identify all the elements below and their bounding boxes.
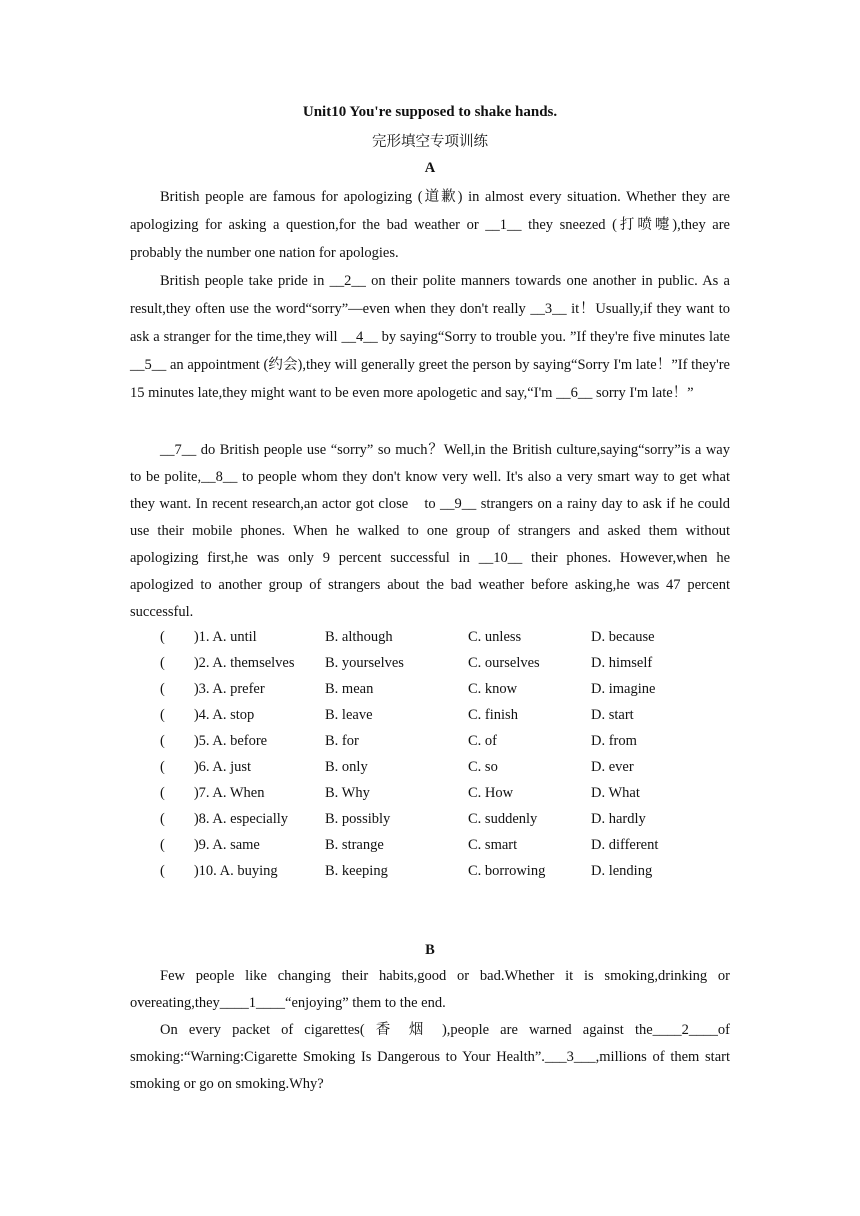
option-d: D. start [591,707,634,723]
question-stem: ( )6. A. just [160,759,252,775]
option-b: B. possibly [325,811,391,827]
question-row [160,780,720,806]
question-stem: ( )10. A. buying [160,863,278,879]
passage-b-paragraph-1: Few people like changing their habits,good or bad.Whether it is smoking,drinking or overeating,they____1____“enjoying” them to the end. [130,968,730,1011]
question-stem: ( )8. A. especially [160,811,289,827]
option-b: B. strange [325,837,384,853]
option-d: D. different [591,837,659,853]
question-stem: ( )1. A. until [160,629,257,645]
option-d: D. What [591,785,640,801]
option-b: B. yourselves [325,655,404,671]
passage-a-paragraph-2: British people take pride in __2__ on their polite manners towards one another in public. As a result,they often use the word“sorry”—even when they don't really __3__ it！Usually,if they want to ask a stranger for the time,they will __4__ by saying“Sorry to trouble you. ”If they're five minutes late __5__ an appointment (约会),they will generally greet the person by saying“Sorry I'm late！”If they're 15 minutes late,they might want to be even more apologetic and say,“I'm __6__ sorry I'm late！” [130,273,730,401]
option-d: D. lending [591,863,653,879]
option-d: D. himself [591,655,653,671]
section-b-heading: B [425,942,435,958]
question-row [160,806,720,832]
question-row [160,754,720,780]
passage-a-paragraph-1: British people are famous for apologizing (道歉) in almost every situation. Whether they are apologizing for asking a question,for the bad weather or __1__ they sneezed (打喷嚏),they are probably the number one nation for apologies. [130,189,730,261]
option-d: D. because [591,629,655,645]
option-c: C. ourselves [468,655,540,671]
option-b: B. only [325,759,368,775]
question-stem: ( )9. A. same [160,837,260,853]
option-c: C. of [468,733,497,749]
section-a-heading: A [424,160,436,176]
option-d: D. ever [591,759,634,775]
option-b: B. mean [325,681,374,697]
option-c: C. finish [468,707,518,723]
question-stem: ( )4. A. stop [160,707,255,723]
option-b: B. for [325,733,359,749]
question-row [160,858,720,884]
question-stem: ( )7. A. When [160,785,265,801]
option-b: B. leave [325,707,373,723]
question-stem: ( )3. A. prefer [160,681,265,697]
option-b: B. keeping [325,863,388,879]
passage-b-paragraph-2: On every packet of cigarettes( 香 烟 ),people are warned against the____2____of smoking:“Warning:Cigarette Smoking Is Dangerous to Your Health”.___3___,millions of them start smoking or go on smoking.Why? [130,1022,730,1092]
question-row [160,702,720,728]
option-d: D. hardly [591,811,646,827]
question-row [160,728,720,754]
option-b: B. Why [325,785,370,801]
passage-a-paragraph-3: __7__ do British people use “sorry” so much？Well,in the British culture,saying“sorry”is a way to be polite,__8__ to people whom they don't know very well. It's also a very smart way to get what they want. In recent research,an actor got close to __9__ strangers on a rainy day to ask if he could use their mobile phones. When he walked to one group of strangers and asked them without apologizing first,he was only 9 percent successful in __10__ their phones. However,when he apologized to another group of strangers about the bad weather before asking,he was 47 percent successful. [130,442,730,620]
question-row [160,650,720,676]
option-b: B. although [325,629,393,645]
option-c: C. suddenly [468,811,538,827]
question-stem: ( )2. A. themselves [160,655,295,671]
option-c: C. know [468,681,518,697]
option-c: C. so [468,759,498,775]
question-row [160,624,720,650]
option-d: D. from [591,733,637,749]
option-c: C. How [468,785,514,801]
question-row [160,832,720,858]
option-c: C. unless [468,629,522,645]
option-c: C. smart [468,837,518,853]
question-stem: ( )5. A. before [160,733,268,749]
option-c: C. borrowing [468,863,546,879]
question-row [160,676,720,702]
page-title: Unit10 You're supposed to shake hands. [302,104,558,120]
option-d: D. imagine [591,681,656,697]
page-subtitle: 完形填空专项训练 [372,134,488,150]
